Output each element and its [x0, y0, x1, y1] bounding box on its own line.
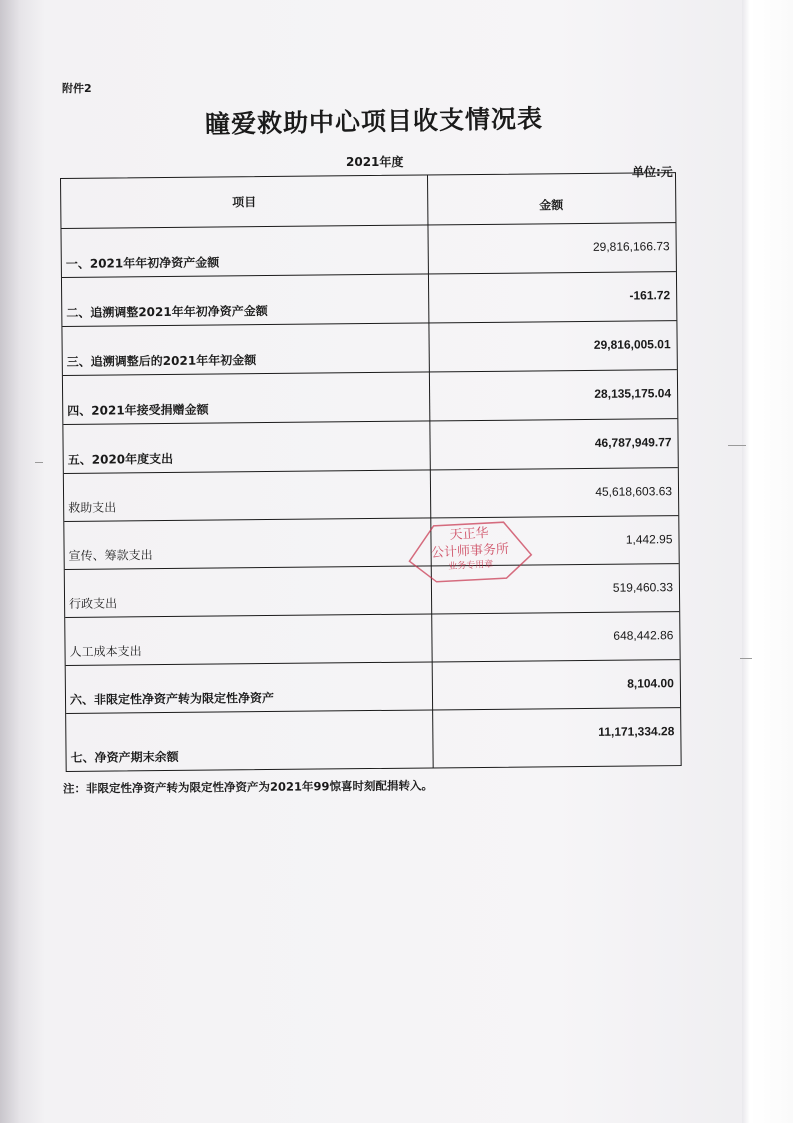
row-amount: 46,787,949.77 [594, 435, 672, 450]
table-row [65, 564, 679, 618]
table-row [66, 660, 680, 714]
page-edge-shadow [742, 0, 793, 1123]
table-row [61, 223, 675, 278]
row-item: 六、非限定性净资产转为限定性净资产 [69, 690, 275, 707]
table-row [64, 516, 678, 570]
table-row [62, 272, 676, 327]
margin-mark [35, 462, 43, 463]
table-row [62, 321, 676, 376]
table-row [65, 612, 679, 666]
stamp-line-2: 公计师事务所 [430, 541, 510, 562]
stamp-line-1: 天正华 [449, 526, 490, 544]
row-amount: 648,442.86 [613, 628, 674, 643]
row-item: 宣传、筹款支出 [68, 548, 153, 563]
row-amount: 29,816,166.73 [592, 239, 670, 254]
row-item: 一、2021年年初净资产金额 [65, 255, 220, 271]
row-item: 人工成本支出 [69, 644, 142, 659]
page-title: 瞳爱救助中心项目收支情况表 [204, 104, 544, 139]
currency-unit: 单位:元 [632, 165, 673, 179]
row-item: 七、净资产期末余额 [70, 749, 179, 765]
header-amount: 金额 [539, 198, 564, 213]
row-amount: 11,171,334.28 [598, 724, 675, 739]
margin-mark [728, 445, 746, 446]
row-item: 四、2021年接受捐赠金额 [67, 402, 209, 418]
footnote: 注：非限定性净资产转为限定性净资产为2021年99惊喜时刻配捐转入。 [62, 778, 434, 796]
stamp-line-3: 业务专用章 [448, 559, 494, 573]
table-row [63, 419, 677, 474]
table-row [64, 468, 678, 522]
row-amount: 28,135,175.04 [594, 386, 672, 401]
header-item: 项目 [232, 195, 257, 210]
row-item: 救助支出 [68, 500, 117, 515]
fiscal-year: 2021年度 [346, 155, 404, 169]
table-header-row [61, 173, 675, 229]
row-item: 行政支出 [69, 596, 118, 611]
income-expense-table [60, 172, 682, 772]
table-row [66, 708, 681, 771]
audit-stamp [403, 517, 536, 586]
row-amount: -161.72 [629, 288, 671, 303]
table-row [63, 370, 677, 425]
row-amount: 519,460.33 [612, 580, 674, 595]
row-item: 二、追溯调整2021年年初净资产金额 [66, 304, 268, 320]
row-amount: 29,816,005.01 [593, 337, 671, 352]
row-item: 五、2020年度支出 [67, 451, 174, 467]
margin-mark [740, 658, 752, 659]
row-item: 三、追溯调整后的2021年年初金额 [66, 353, 257, 369]
row-amount: 1,442.95 [625, 532, 673, 547]
row-amount: 8,104.00 [627, 676, 674, 691]
row-amount: 45,618,603.63 [595, 484, 673, 499]
attachment-label: 附件2 [62, 82, 92, 95]
